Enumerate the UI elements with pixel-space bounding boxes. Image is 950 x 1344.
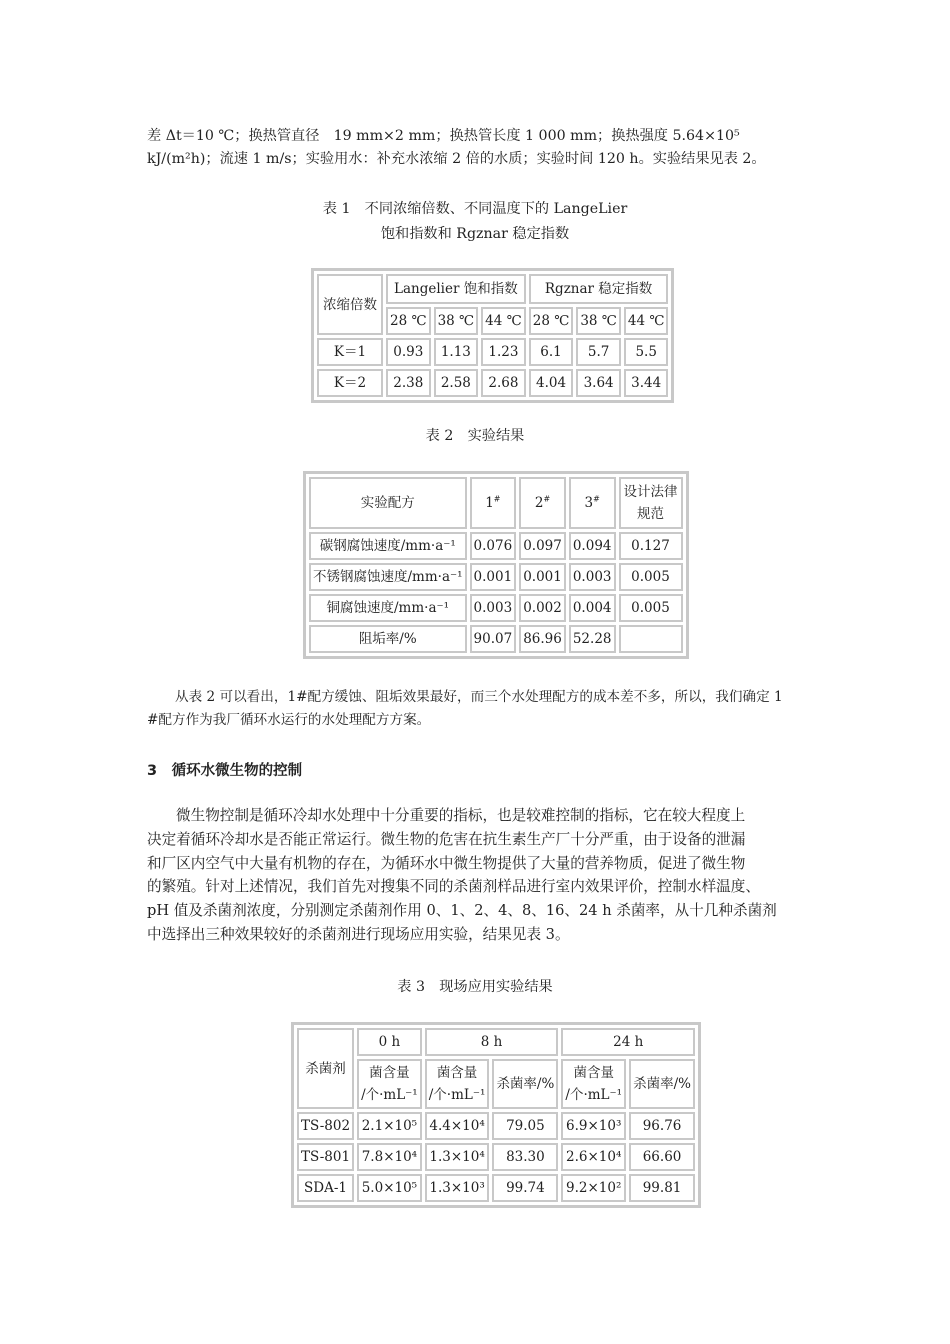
table2-header-standard: [619, 477, 683, 529]
table-cell: 0.002: [519, 594, 566, 622]
table-cell: 0.003: [569, 563, 616, 591]
table-cell: 0.005: [619, 594, 683, 622]
table2-header-standard-line2: 规范: [637, 506, 664, 522]
table-cell: 2.1×10⁵: [357, 1112, 422, 1140]
table-cell: 1.3×10³: [425, 1174, 490, 1202]
microbe-line: 和厂区内空气中大量有机物的存在，为循环水中微生物提供了大量的营养物质，促进了微生物: [147, 854, 746, 872]
table-cell: 2.38: [386, 369, 431, 397]
table-cell: 99.74: [492, 1174, 558, 1202]
table-cell: 6.9×10³: [561, 1112, 626, 1140]
table-row: [297, 1112, 695, 1140]
table1-temp: 44 ℃: [624, 307, 669, 335]
table-cell: 0.93: [386, 338, 431, 366]
microbe-line: 决定着循环冷却水是否能正常运行。微生物的危害在抗生素生产厂十分严重，由于设备的泄漏: [147, 830, 746, 848]
table-row: [309, 625, 683, 653]
table-cell: 52.28: [569, 625, 616, 653]
table1-temp: 44 ℃: [481, 307, 526, 335]
table-row: [309, 563, 683, 591]
analysis-line-2: #配方作为我厂循环水运行的水处理配方方案。: [147, 712, 431, 728]
table3-rate-header: 杀菌率/%: [492, 1059, 558, 1109]
row-label: K＝2: [317, 369, 383, 397]
table-cell: 2.6×10⁴: [561, 1143, 626, 1171]
table-cell: 86.96: [519, 625, 566, 653]
table2-header-3: 3#: [569, 477, 616, 529]
table2-header-1: 1#: [470, 477, 517, 529]
table-cell: 2.58: [434, 369, 479, 397]
table-cell: 0.001: [519, 563, 566, 591]
table2: [303, 471, 689, 659]
row-label: SDA-1: [297, 1174, 354, 1202]
section-heading: 3 循环水微生物的控制: [147, 763, 303, 779]
table-cell: 90.07: [470, 625, 517, 653]
table-cell: 4.4×10⁴: [425, 1112, 490, 1140]
table-cell: 83.30: [492, 1143, 558, 1171]
row-label: TS-802: [297, 1112, 354, 1140]
microbe-line: 的繁殖。针对上述情况，我们首先对搜集不同的杀菌剂样品进行室内效果评价，控制水样温度、: [147, 878, 760, 896]
table-row: [309, 594, 683, 622]
table-cell: 7.8×10⁴: [357, 1143, 422, 1171]
intro-line-2: kJ/(m²h)；流速 1 m/s；实验用水：补充水浓缩 2 倍的水质；实验时间 120 h。实验结果见表 2。: [147, 151, 766, 167]
count-label: 菌含量: [369, 1065, 410, 1081]
table-cell: 0.127: [619, 532, 683, 560]
table1-temp: 38 ℃: [434, 307, 479, 335]
table1-temp: 28 ℃: [529, 307, 574, 335]
microbe-line: pH 值及杀菌剂浓度，分别测定杀菌剂作用 0、1、2、4、8、16、24 h 杀菌率，从十几种杀菌剂: [147, 902, 777, 920]
table1-temp: 38 ℃: [576, 307, 621, 335]
table3-header-agent: 杀菌剂: [297, 1028, 354, 1109]
table3-count-header: [425, 1059, 490, 1109]
table3-count-header: [561, 1059, 626, 1109]
count-label: 菌含量: [436, 1065, 478, 1081]
microbe-paragraph: [147, 804, 809, 947]
analysis-paragraph: [147, 686, 809, 732]
table-row: [317, 369, 668, 397]
analysis-line-1: 从表 2 可以看出，1#配方缓蚀、阻垢效果最好，而三个水处理配方的成本差不多，所以，我们确定 1: [175, 689, 783, 705]
count-label: 菌含量: [573, 1065, 614, 1081]
table-row: [317, 338, 668, 366]
table2-caption: 表 2 实验结果: [425, 428, 525, 444]
count-unit: /个·mL⁻¹: [565, 1087, 623, 1103]
table2-header-standard-line1: 设计法律: [623, 484, 678, 500]
table3-count-header: [357, 1059, 422, 1109]
table1-header-rgznar: Rgznar 稳定指数: [529, 274, 669, 304]
table-cell: 5.7: [576, 338, 621, 366]
table2-header-2: 2#: [519, 477, 566, 529]
row-label: 铜腐蚀速度/mm·a⁻¹: [309, 594, 467, 622]
table-cell: 0.097: [519, 532, 566, 560]
table1-temp: 28 ℃: [386, 307, 431, 335]
table2-header-formula: 实验配方: [309, 477, 467, 529]
table-cell: 0.004: [569, 594, 616, 622]
row-label: 阻垢率/%: [309, 625, 467, 653]
table-cell: 4.04: [529, 369, 574, 397]
table1-caption: [0, 197, 950, 247]
table3: [291, 1022, 701, 1208]
intro-line-1: 差 Δt＝10 ℃；换热管直径 19 mm×2 mm；换热管长度 1 000 mm；换热强度 5.64×10⁵: [147, 128, 740, 144]
table-cell: 1.13: [434, 338, 479, 366]
table-cell: 1.23: [481, 338, 526, 366]
microbe-line: 中选择出三种效果较好的杀菌剂进行现场应用实验，结果见表 3。: [147, 925, 570, 943]
table-cell: 5.5: [624, 338, 669, 366]
table-cell: 5.0×10⁵: [357, 1174, 422, 1202]
table-cell: 2.68: [481, 369, 526, 397]
table-cell: 0.003: [470, 594, 517, 622]
table-cell: 66.60: [629, 1143, 695, 1171]
table-cell: 6.1: [529, 338, 574, 366]
table-cell: 1.3×10⁴: [425, 1143, 490, 1171]
table-cell: 0.076: [470, 532, 517, 560]
table1: [311, 268, 674, 403]
table-cell: 0.094: [569, 532, 616, 560]
table-row: [297, 1174, 695, 1202]
intro-paragraph: [147, 125, 809, 171]
row-label: TS-801: [297, 1143, 354, 1171]
table3-caption: 表 3 现场应用实验结果: [397, 979, 553, 995]
table3-group-0h: 0 h: [357, 1028, 422, 1056]
row-label: 不锈钢腐蚀速度/mm·a⁻¹: [309, 563, 467, 591]
table3-group-8h: 8 h: [425, 1028, 559, 1056]
table-cell: 99.81: [629, 1174, 695, 1202]
row-label: K＝1: [317, 338, 383, 366]
table-row: [309, 532, 683, 560]
table1-caption-line2: 饱和指数和 Rgznar 稳定指数: [380, 226, 570, 242]
count-unit: /个·mL⁻¹: [428, 1087, 486, 1103]
table-cell: [619, 625, 683, 653]
table-cell: 0.001: [470, 563, 517, 591]
row-label: 碳钢腐蚀速度/mm·a⁻¹: [309, 532, 467, 560]
table1-header-langelier: Langelier 饱和指数: [386, 274, 526, 304]
table-cell: 96.76: [629, 1112, 695, 1140]
count-unit: /个·mL⁻¹: [361, 1087, 418, 1103]
table-cell: 3.64: [576, 369, 621, 397]
table1-caption-line1: 表 1 不同浓缩倍数、不同温度下的 LangeLier: [322, 201, 628, 217]
table3-rate-header: 杀菌率/%: [629, 1059, 695, 1109]
table-cell: 9.2×10²: [561, 1174, 626, 1202]
table-cell: 0.005: [619, 563, 683, 591]
table1-header-factor: 浓缩倍数: [317, 274, 383, 335]
table-cell: 3.44: [624, 369, 669, 397]
microbe-line: 微生物控制是循环冷却水处理中十分重要的指标，也是较难控制的指标，它在较大程度上: [176, 807, 746, 824]
table-cell: 79.05: [492, 1112, 558, 1140]
table-row: [297, 1143, 695, 1171]
table3-group-24h: 24 h: [561, 1028, 695, 1056]
